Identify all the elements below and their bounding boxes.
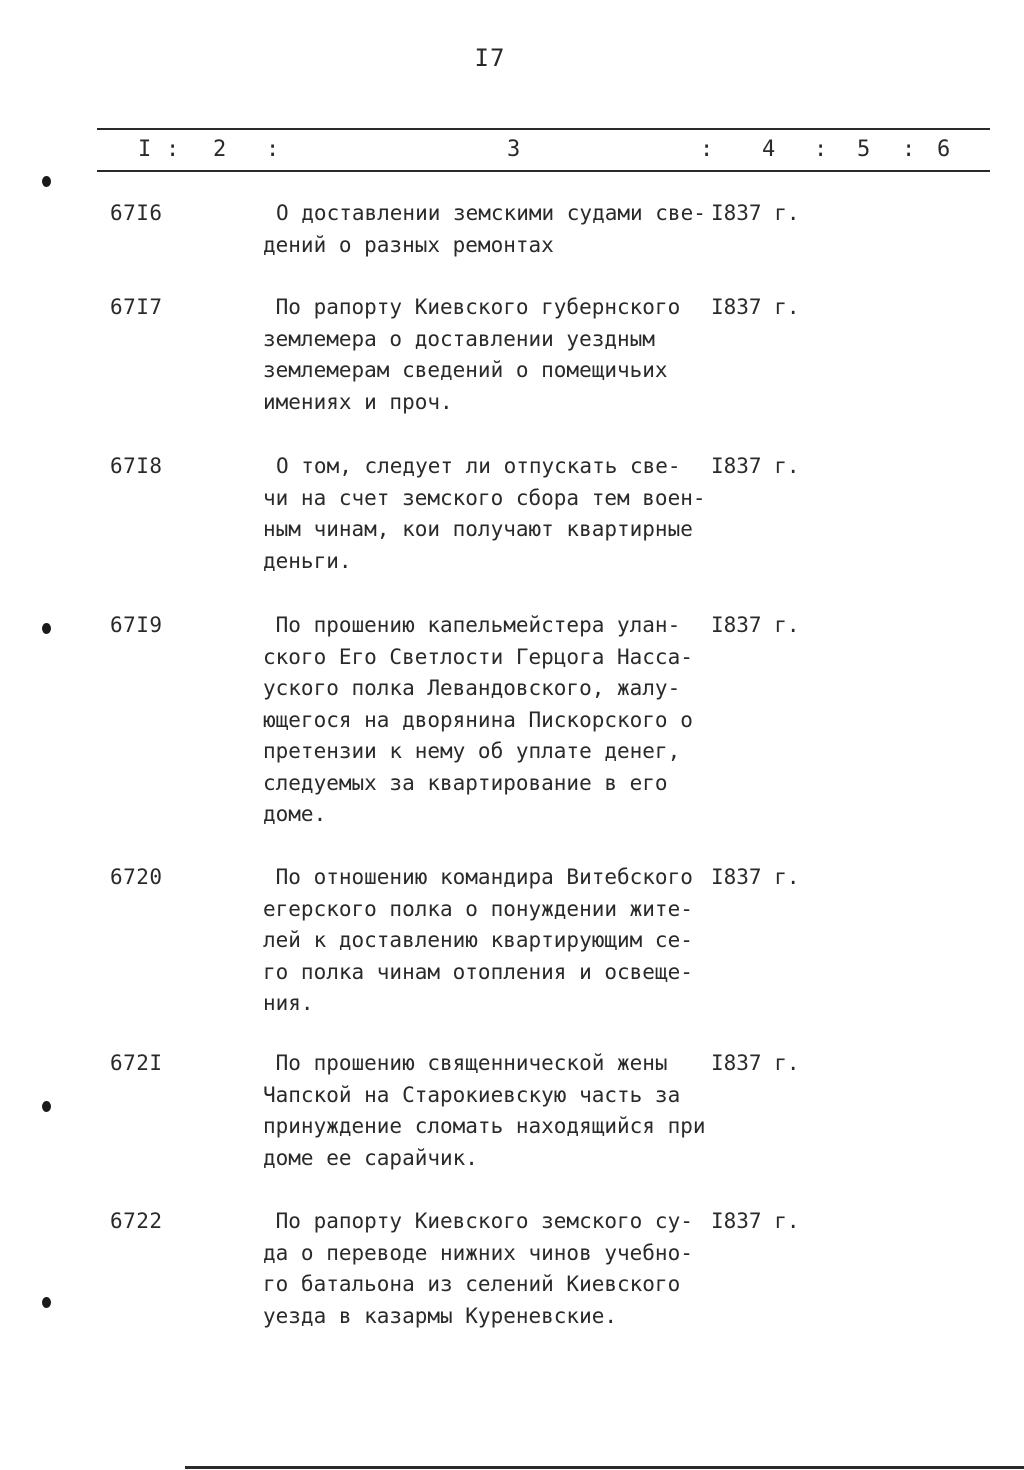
binder-hole-mark bbox=[42, 1101, 51, 1112]
description-line: Чапской на Старокиевскую часть за bbox=[263, 1082, 681, 1107]
col-separator: : bbox=[266, 137, 280, 162]
entry-year: I837 г. bbox=[711, 613, 800, 637]
description-line: доме. bbox=[263, 802, 327, 826]
entry-description bbox=[263, 451, 726, 577]
col-4-label: 4 bbox=[762, 137, 776, 162]
page-number: I7 bbox=[474, 44, 506, 72]
description-line: чи на счет земского сбора тем воен- bbox=[263, 485, 706, 510]
entry-year: I837 г. bbox=[711, 1209, 800, 1233]
description-line: уского полка Левандовского, жалу- bbox=[263, 676, 681, 700]
col-2-label: 2 bbox=[213, 137, 227, 162]
entry-number: 6722 bbox=[110, 1209, 163, 1233]
description-line: По рапорту Киевского губернского bbox=[263, 295, 681, 319]
entry-number: 6720 bbox=[110, 865, 163, 889]
description-line: землемерам сведений о помещичьих bbox=[263, 358, 668, 382]
description-line: да о переводе нижних чинов учебно- bbox=[263, 1240, 693, 1265]
binder-hole-mark bbox=[42, 1297, 51, 1308]
entry-number: 67I7 bbox=[110, 295, 163, 319]
description-line: О доставлении земскими судами све- bbox=[276, 201, 706, 225]
entry-year: I837 г. bbox=[711, 454, 800, 478]
col-separator: : bbox=[166, 137, 180, 162]
description-line: го полка чинам отопления и освеще- bbox=[263, 959, 693, 984]
description-line: доме ее сарайчик. bbox=[263, 1145, 478, 1170]
description-line: принуждение сломать находящийся при bbox=[263, 1114, 706, 1138]
description-line: егерского полка о понуждении жите- bbox=[263, 896, 693, 921]
col-3-label: 3 bbox=[507, 137, 521, 162]
binder-hole-mark bbox=[42, 176, 51, 187]
binder-hole-mark bbox=[42, 623, 51, 634]
description-line: деньги. bbox=[263, 548, 352, 573]
col-1-label: I bbox=[138, 137, 152, 162]
description-line: уезда в казармы Куреневские. bbox=[263, 1303, 618, 1328]
col-6-label: 6 bbox=[937, 137, 951, 162]
description-line: дений о разных ремонтах bbox=[263, 232, 554, 257]
header-bottom-rule bbox=[97, 170, 990, 172]
description-line: По отношению командира Витебского bbox=[263, 865, 693, 889]
description-line: О том, следует ли отпускать све- bbox=[276, 454, 681, 478]
entry-year: I837 г. bbox=[711, 295, 800, 319]
entry-number: 67I9 bbox=[110, 613, 163, 637]
entry-number: 67I6 bbox=[110, 201, 163, 225]
description-line: землемера о доставлении уездным bbox=[263, 326, 655, 351]
entry-year: I837 г. bbox=[711, 1051, 800, 1075]
description-line: По прошению капельмейстера улан- bbox=[263, 613, 681, 637]
entry-number: 672I bbox=[110, 1051, 163, 1075]
entry-number: 67I8 bbox=[110, 454, 163, 478]
description-line: претензии к нему об уплате денег, bbox=[263, 739, 681, 763]
description-line: ющегося на дворянина Пискорского о bbox=[263, 707, 693, 732]
description-line: ным чинам, кои получают квартирные bbox=[263, 517, 693, 541]
col-separator: : bbox=[814, 137, 828, 162]
col-5-label: 5 bbox=[857, 137, 871, 162]
header-top-rule bbox=[97, 128, 990, 130]
description-line: По рапорту Киевского земского су- bbox=[263, 1209, 693, 1233]
col-separator: : bbox=[700, 137, 714, 162]
description-line: ского Его Светлости Герцога Насса- bbox=[263, 644, 693, 669]
description-line: го батальона из селений Киевского bbox=[263, 1272, 681, 1296]
entry-year: I837 г. bbox=[711, 865, 800, 889]
description-line: лей к доставлению квартирующим се- bbox=[263, 928, 693, 952]
col-separator: : bbox=[902, 137, 916, 162]
entry-description bbox=[263, 610, 713, 831]
entry-description bbox=[263, 198, 726, 261]
entry-description bbox=[263, 862, 713, 1020]
description-line: ния. bbox=[263, 991, 314, 1015]
entry-description bbox=[263, 292, 713, 418]
page-bottom-edge bbox=[185, 1466, 1024, 1469]
entry-year: I837 г. bbox=[711, 201, 800, 225]
description-line: следуемых за квартирование в его bbox=[263, 770, 668, 795]
entry-description bbox=[263, 1048, 713, 1174]
entry-description bbox=[263, 1206, 713, 1332]
description-line: По прошению священнической жены bbox=[263, 1051, 668, 1075]
description-line: имениях и проч. bbox=[263, 389, 453, 414]
